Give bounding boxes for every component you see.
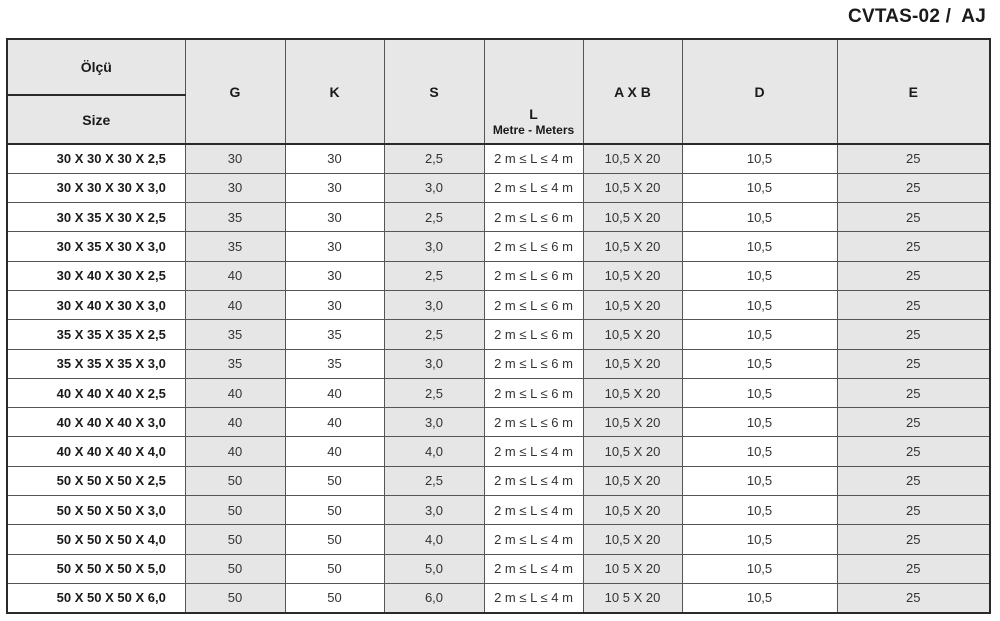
cell-axb: 10 5 X 20 bbox=[583, 554, 682, 583]
cell-d: 10,5 bbox=[682, 466, 837, 495]
cell-d: 10,5 bbox=[682, 496, 837, 525]
cell-l: 2 m ≤ L ≤ 4 m bbox=[484, 466, 583, 495]
cell-e: 25 bbox=[837, 203, 990, 232]
cell-s: 3,0 bbox=[384, 349, 484, 378]
cell-e: 25 bbox=[837, 232, 990, 261]
cell-l: 2 m ≤ L ≤ 6 m bbox=[484, 320, 583, 349]
table-row bbox=[7, 203, 990, 232]
cell-d: 10,5 bbox=[682, 144, 837, 173]
table-row bbox=[7, 378, 990, 407]
table-row bbox=[7, 261, 990, 290]
table-row bbox=[7, 437, 990, 466]
cell-k: 50 bbox=[285, 525, 384, 554]
cell-s: 4,0 bbox=[384, 437, 484, 466]
cell-g: 30 bbox=[185, 144, 285, 173]
table-body bbox=[7, 144, 990, 613]
cell-g: 50 bbox=[185, 525, 285, 554]
spec-table bbox=[6, 38, 991, 614]
table-header bbox=[7, 39, 990, 144]
table-row bbox=[7, 320, 990, 349]
cell-s: 6,0 bbox=[384, 583, 484, 612]
cell-axb: 10,5 X 20 bbox=[583, 378, 682, 407]
table-row bbox=[7, 173, 990, 202]
cell-e: 25 bbox=[837, 408, 990, 437]
cell-s: 3,0 bbox=[384, 408, 484, 437]
cell-size: 50 X 50 X 50 X 4,0 bbox=[7, 525, 185, 554]
table-row bbox=[7, 496, 990, 525]
cell-l: 2 m ≤ L ≤ 4 m bbox=[484, 496, 583, 525]
cell-e: 25 bbox=[837, 378, 990, 407]
cell-l: 2 m ≤ L ≤ 4 m bbox=[484, 583, 583, 612]
cell-l: 2 m ≤ L ≤ 4 m bbox=[484, 437, 583, 466]
cell-l: 2 m ≤ L ≤ 4 m bbox=[484, 554, 583, 583]
cell-g: 40 bbox=[185, 408, 285, 437]
cell-size: 30 X 40 X 30 X 2,5 bbox=[7, 261, 185, 290]
table-row bbox=[7, 349, 990, 378]
cell-s: 3,0 bbox=[384, 232, 484, 261]
cell-axb: 10,5 X 20 bbox=[583, 232, 682, 261]
cell-k: 30 bbox=[285, 232, 384, 261]
cell-size: 30 X 40 X 30 X 3,0 bbox=[7, 290, 185, 319]
cell-k: 50 bbox=[285, 554, 384, 583]
header-e: E bbox=[837, 39, 990, 144]
cell-s: 2,5 bbox=[384, 261, 484, 290]
cell-size: 30 X 30 X 30 X 3,0 bbox=[7, 173, 185, 202]
cell-s: 3,0 bbox=[384, 290, 484, 319]
cell-axb: 10,5 X 20 bbox=[583, 173, 682, 202]
cell-d: 10,5 bbox=[682, 290, 837, 319]
cell-e: 25 bbox=[837, 349, 990, 378]
cell-d: 10,5 bbox=[682, 408, 837, 437]
cell-e: 25 bbox=[837, 320, 990, 349]
table-row bbox=[7, 466, 990, 495]
cell-d: 10,5 bbox=[682, 203, 837, 232]
cell-g: 35 bbox=[185, 203, 285, 232]
table-row bbox=[7, 232, 990, 261]
cell-s: 2,5 bbox=[384, 466, 484, 495]
cell-axb: 10,5 X 20 bbox=[583, 144, 682, 173]
cell-k: 40 bbox=[285, 437, 384, 466]
cell-l: 2 m ≤ L ≤ 6 m bbox=[484, 349, 583, 378]
cell-d: 10,5 bbox=[682, 232, 837, 261]
table-row bbox=[7, 290, 990, 319]
cell-g: 40 bbox=[185, 261, 285, 290]
cell-k: 30 bbox=[285, 173, 384, 202]
header-s: S bbox=[384, 39, 484, 144]
cell-g: 40 bbox=[185, 290, 285, 319]
table-row bbox=[7, 408, 990, 437]
cell-axb: 10 5 X 20 bbox=[583, 583, 682, 612]
cell-e: 25 bbox=[837, 525, 990, 554]
cell-g: 50 bbox=[185, 583, 285, 612]
table-row bbox=[7, 525, 990, 554]
cell-l: 2 m ≤ L ≤ 4 m bbox=[484, 144, 583, 173]
cell-s: 2,5 bbox=[384, 320, 484, 349]
cell-axb: 10,5 X 20 bbox=[583, 320, 682, 349]
cell-k: 30 bbox=[285, 144, 384, 173]
cell-d: 10,5 bbox=[682, 349, 837, 378]
header-axb: A X B bbox=[583, 39, 682, 144]
cell-d: 10,5 bbox=[682, 437, 837, 466]
cell-k: 35 bbox=[285, 320, 384, 349]
cell-k: 40 bbox=[285, 408, 384, 437]
cell-size: 40 X 40 X 40 X 3,0 bbox=[7, 408, 185, 437]
table-row bbox=[7, 583, 990, 612]
cell-size: 50 X 50 X 50 X 2,5 bbox=[7, 466, 185, 495]
cell-axb: 10,5 X 20 bbox=[583, 496, 682, 525]
cell-d: 10,5 bbox=[682, 525, 837, 554]
cell-e: 25 bbox=[837, 144, 990, 173]
cell-size: 50 X 50 X 50 X 5,0 bbox=[7, 554, 185, 583]
cell-g: 35 bbox=[185, 349, 285, 378]
cell-l: 2 m ≤ L ≤ 4 m bbox=[484, 173, 583, 202]
cell-e: 25 bbox=[837, 466, 990, 495]
cell-d: 10,5 bbox=[682, 173, 837, 202]
cell-k: 50 bbox=[285, 496, 384, 525]
cell-e: 25 bbox=[837, 173, 990, 202]
cell-l: 2 m ≤ L ≤ 4 m bbox=[484, 525, 583, 554]
cell-s: 2,5 bbox=[384, 144, 484, 173]
cell-size: 30 X 35 X 30 X 2,5 bbox=[7, 203, 185, 232]
header-l-label: L bbox=[529, 106, 538, 122]
cell-size: 40 X 40 X 40 X 4,0 bbox=[7, 437, 185, 466]
cell-size: 35 X 35 X 35 X 3,0 bbox=[7, 349, 185, 378]
cell-k: 30 bbox=[285, 290, 384, 319]
cell-size: 30 X 35 X 30 X 3,0 bbox=[7, 232, 185, 261]
cell-e: 25 bbox=[837, 554, 990, 583]
cell-d: 10,5 bbox=[682, 261, 837, 290]
header-k: K bbox=[285, 39, 384, 144]
cell-k: 30 bbox=[285, 261, 384, 290]
cell-l: 2 m ≤ L ≤ 6 m bbox=[484, 232, 583, 261]
cell-axb: 10,5 X 20 bbox=[583, 349, 682, 378]
cell-l: 2 m ≤ L ≤ 6 m bbox=[484, 378, 583, 407]
cell-e: 25 bbox=[837, 437, 990, 466]
cell-g: 40 bbox=[185, 437, 285, 466]
header-l bbox=[484, 39, 583, 144]
cell-d: 10,5 bbox=[682, 320, 837, 349]
header-size-en: Size bbox=[7, 95, 185, 144]
cell-axb: 10,5 X 20 bbox=[583, 203, 682, 232]
cell-size: 30 X 30 X 30 X 2,5 bbox=[7, 144, 185, 173]
cell-e: 25 bbox=[837, 261, 990, 290]
cell-size: 50 X 50 X 50 X 6,0 bbox=[7, 583, 185, 612]
header-g: G bbox=[185, 39, 285, 144]
table-row bbox=[7, 554, 990, 583]
cell-d: 10,5 bbox=[682, 583, 837, 612]
cell-axb: 10,5 X 20 bbox=[583, 466, 682, 495]
cell-l: 2 m ≤ L ≤ 6 m bbox=[484, 408, 583, 437]
cell-k: 35 bbox=[285, 349, 384, 378]
header-d: D bbox=[682, 39, 837, 144]
cell-size: 40 X 40 X 40 X 2,5 bbox=[7, 378, 185, 407]
header-size-tr: Ölçü bbox=[7, 39, 185, 95]
cell-g: 30 bbox=[185, 173, 285, 202]
cell-axb: 10,5 X 20 bbox=[583, 525, 682, 554]
cell-g: 40 bbox=[185, 378, 285, 407]
cell-e: 25 bbox=[837, 290, 990, 319]
cell-s: 2,5 bbox=[384, 378, 484, 407]
cell-g: 50 bbox=[185, 466, 285, 495]
cell-k: 50 bbox=[285, 466, 384, 495]
cell-s: 3,0 bbox=[384, 496, 484, 525]
cell-e: 25 bbox=[837, 583, 990, 612]
cell-g: 50 bbox=[185, 554, 285, 583]
cell-s: 3,0 bbox=[384, 173, 484, 202]
table-row bbox=[7, 144, 990, 173]
cell-k: 40 bbox=[285, 378, 384, 407]
cell-l: 2 m ≤ L ≤ 6 m bbox=[484, 203, 583, 232]
cell-g: 35 bbox=[185, 320, 285, 349]
cell-g: 35 bbox=[185, 232, 285, 261]
cell-d: 10,5 bbox=[682, 554, 837, 583]
cell-k: 30 bbox=[285, 203, 384, 232]
cell-d: 10,5 bbox=[682, 378, 837, 407]
document-title: CVTAS-02 / AJ bbox=[848, 6, 986, 27]
cell-axb: 10,5 X 20 bbox=[583, 290, 682, 319]
cell-axb: 10,5 X 20 bbox=[583, 261, 682, 290]
cell-size: 50 X 50 X 50 X 3,0 bbox=[7, 496, 185, 525]
cell-axb: 10,5 X 20 bbox=[583, 408, 682, 437]
cell-l: 2 m ≤ L ≤ 6 m bbox=[484, 290, 583, 319]
cell-l: 2 m ≤ L ≤ 6 m bbox=[484, 261, 583, 290]
cell-size: 35 X 35 X 35 X 2,5 bbox=[7, 320, 185, 349]
header-l-unit: Metre - Meters bbox=[492, 123, 575, 137]
cell-s: 2,5 bbox=[384, 203, 484, 232]
cell-g: 50 bbox=[185, 496, 285, 525]
cell-s: 4,0 bbox=[384, 525, 484, 554]
cell-s: 5,0 bbox=[384, 554, 484, 583]
cell-axb: 10,5 X 20 bbox=[583, 437, 682, 466]
cell-e: 25 bbox=[837, 496, 990, 525]
cell-k: 50 bbox=[285, 583, 384, 612]
